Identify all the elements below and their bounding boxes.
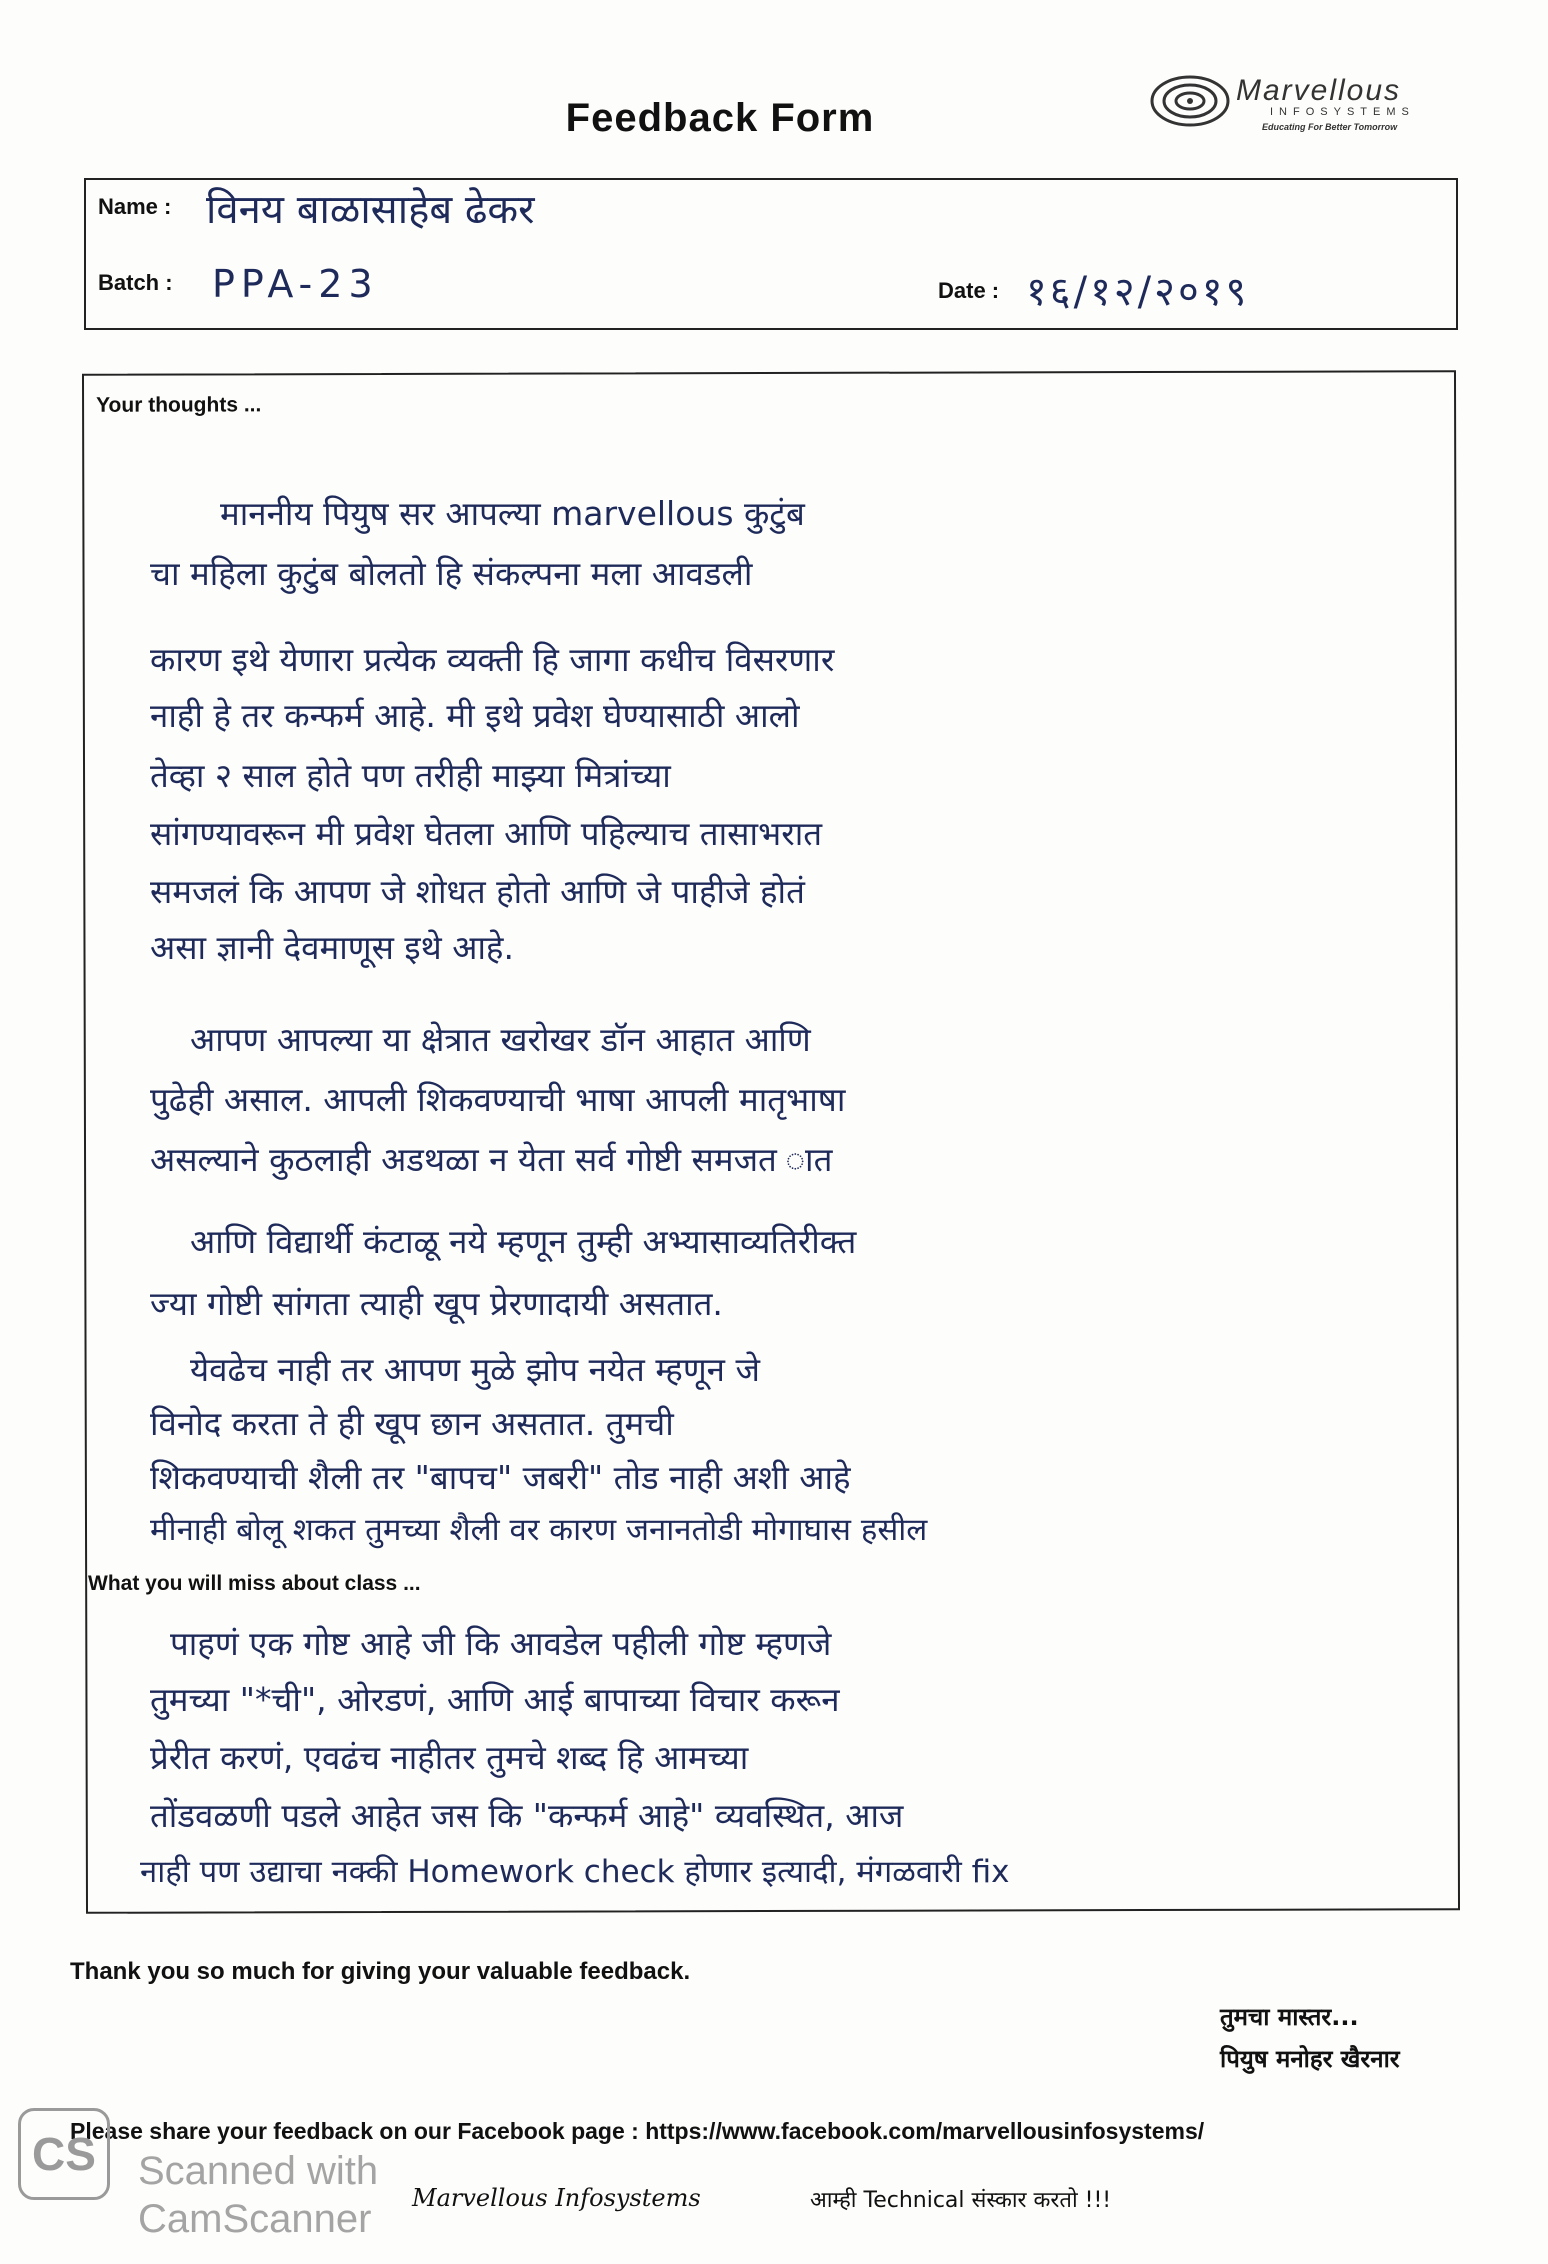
thoughts-line: असल्याने कुठलाही अडथळा न येता सर्व गोष्टी समजत ात (150, 1140, 833, 1179)
miss-line: तोंडवळणी पडले आहेत जस कि "कन्फर्म आहे" व्यवस्थित, आज (150, 1796, 904, 1835)
thoughts-line: सांगण्यावरून मी प्रवेश घेतला आणि पहिल्याच तासाभरात (150, 814, 823, 853)
scanner-line-1: Scanned with (138, 2149, 379, 2193)
miss-line: पाहणं एक गोष्ट आहे जी कि आवडेल पहीली गोष्ट म्हणजे (170, 1624, 832, 1663)
thoughts-line: विनोद करता ते ही खूप छान असतात. तुमची (150, 1404, 674, 1443)
thoughts-line: आपण आपल्या या क्षेत्रात खरोखर डॉन आहात आणि (190, 1020, 811, 1059)
logo-tagline: Educating For Better Tomorrow (1262, 122, 1398, 132)
miss-label: What you will miss about class ... (88, 1572, 421, 1595)
student-info-box (84, 178, 1458, 330)
camscanner-icon: CS (18, 2108, 110, 2200)
thoughts-line: चा महिला कुटुंब बोलतो हि संकल्पना मला आवडली (150, 554, 753, 593)
logo-subtitle: INFOSYSTEMS (1270, 106, 1415, 118)
miss-line: तुमच्या "*ची", ओरडणं, आणि आई बापाच्या विचार करून (150, 1680, 840, 1719)
date-value: १६/१२/२०१९ (1026, 269, 1250, 315)
spiral-logo-icon (1150, 70, 1232, 132)
company-name: Marvellous Infosystems (412, 2184, 701, 2212)
thoughts-line: पुढेही असाल. आपली शिकवण्याची भाषा आपली मातृभाषा (150, 1080, 846, 1119)
scanner-line-2: CamScanner (138, 2197, 372, 2241)
thoughts-line: नाही हे तर कन्फर्म आहे. मी इथे प्रवेश घेण्यासाठी आलो (150, 696, 800, 735)
name-label: Name : (98, 194, 172, 219)
signature-line-2: पियुष मनोहर खैरनार (1220, 2045, 1400, 2073)
thoughts-line: शिकवण्याची शैली तर "बापच" जबरी" तोड नाही अशी आहे (150, 1458, 851, 1497)
thoughts-line: येवढेच नाही तर आपण मुळे झोप नयेत म्हणून जे (190, 1350, 760, 1389)
miss-line: प्रेरीत करणं, एवढंच नाहीतर तुमचे शब्द हि आमच्या (150, 1738, 749, 1777)
thanks-text: Thank you so much for giving your valuable feedback. (70, 1958, 691, 1985)
date-label: Date : (938, 278, 1000, 303)
thoughts-line: कारण इथे येणारा प्रत्येक व्यक्ती हि जागा कधीच विसरणार (150, 640, 835, 679)
share-facebook-text: Please share your feedback on our Facebook page : https://www.facebook.com/marvellousinfosystems/ (70, 2118, 1205, 2144)
thoughts-line: समजलं कि आपण जे शोधत होतो आणि जे पाहीजे होतं (150, 872, 805, 911)
form-title: Feedback Form (565, 96, 875, 140)
miss-line: नाही पण उद्याचा नक्की Homework check होणार इत्यादी, मंगळवारी fix (140, 1854, 1010, 1890)
batch-value: PPA-23 (212, 262, 379, 306)
thoughts-line: आणि विद्यार्थी कंटाळू नये म्हणून तुम्ही अभ्यासाव्यतिरीक्त (190, 1222, 857, 1261)
thoughts-line: माननीय पियुष सर आपल्या marvellous कुटुंब (220, 494, 805, 533)
batch-label: Batch : (98, 270, 173, 295)
thoughts-label: Your thoughts ... (96, 393, 262, 417)
signature-line-1: तुमचा मास्तर... (1220, 2003, 1359, 2031)
thoughts-line: मीनाही बोलू शकत तुमच्या शैली वर कारण जनानतोडी मोगाघास हसील (150, 1512, 928, 1548)
thoughts-line: तेव्हा २ साल होते पण तरीही माझ्या मित्रांच्या (150, 756, 671, 795)
name-value: विनय बाळासाहेब ढेकर (206, 187, 535, 233)
thoughts-line: ज्या गोष्टी सांगता त्याही खूप प्रेरणादायी असतात. (150, 1284, 723, 1323)
thoughts-line: असा ज्ञानी देवमाणूस इथे आहे. (150, 928, 514, 967)
logo-brand: Marvellous (1236, 74, 1402, 107)
company-logo (1150, 70, 1510, 140)
company-motto: आम्ही Technical संस्कार करतो !!! (810, 2188, 1112, 2213)
